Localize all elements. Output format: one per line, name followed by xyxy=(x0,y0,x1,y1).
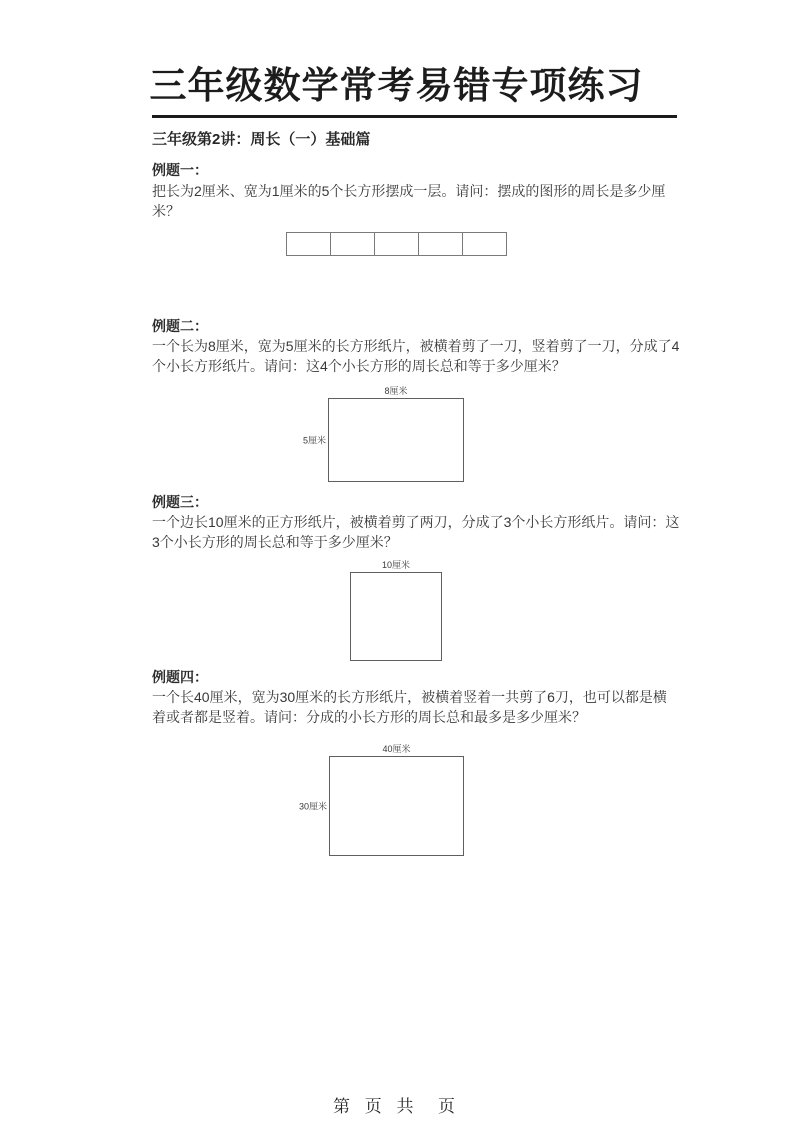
example2-heading: 例题二： xyxy=(152,318,208,334)
rectangle-cell xyxy=(330,232,375,256)
example1-text: 把长为2厘米、宽为1厘米的5个长方形摆成一层。请问：摆成的图形的周长是多少厘米？ xyxy=(152,183,666,219)
page-title: 三年级数学常考易错专项练习 xyxy=(149,65,644,106)
title-divider xyxy=(152,115,677,118)
page-footer: 第 页 共 页 xyxy=(333,1097,460,1116)
example3-heading: 例题三： xyxy=(152,494,208,510)
rectangle-left-dimension-label: 30厘米 xyxy=(298,801,327,812)
example1-heading: 例题一： xyxy=(152,162,208,178)
example3-figure-square xyxy=(350,560,442,661)
rectangle-cell xyxy=(418,232,463,256)
rectangle-cell xyxy=(462,232,507,256)
example2-text: 一个长为8厘米，宽为5厘米的长方形纸片，被横着剪了一刀，竖着剪了一刀，分成了4个小长方形纸片。请问：这4个小长方形的周长总和等于多少厘米？ xyxy=(152,338,680,374)
example4-heading: 例题四： xyxy=(152,669,208,685)
example1-figure-row-of-rectangles xyxy=(286,232,507,256)
lesson-subtitle: 三年级第2讲：周长（一）基础篇 xyxy=(152,131,371,148)
rectangle-top-dimension-label: 40厘米 xyxy=(382,744,411,754)
rectangle-top-dimension-label: 8厘米 xyxy=(384,386,408,396)
rectangle-cell xyxy=(374,232,419,256)
rectangle-cell xyxy=(286,232,331,256)
example2-figure-rectangle xyxy=(302,386,464,482)
rectangle-shape xyxy=(298,756,464,856)
example4-figure-rectangle xyxy=(298,744,464,856)
square-shape xyxy=(350,572,442,661)
square-top-dimension-label: 10厘米 xyxy=(381,560,410,570)
rectangle-shape xyxy=(302,398,464,482)
rectangle-left-dimension-label: 5厘米 xyxy=(302,435,326,446)
example3-text: 一个边长10厘米的正方形纸片，被横着剪了两刀，分成了3个小长方形纸片。请问：这3个小长方形的周长总和等于多少厘米？ xyxy=(152,514,680,550)
example4-text: 一个长40厘米，宽为30厘米的长方形纸片，被横着竖着一共剪了6刀，也可以都是横着或者都是竖着。请问：分成的小长方形的周长总和最多是多少厘米？ xyxy=(152,689,667,725)
